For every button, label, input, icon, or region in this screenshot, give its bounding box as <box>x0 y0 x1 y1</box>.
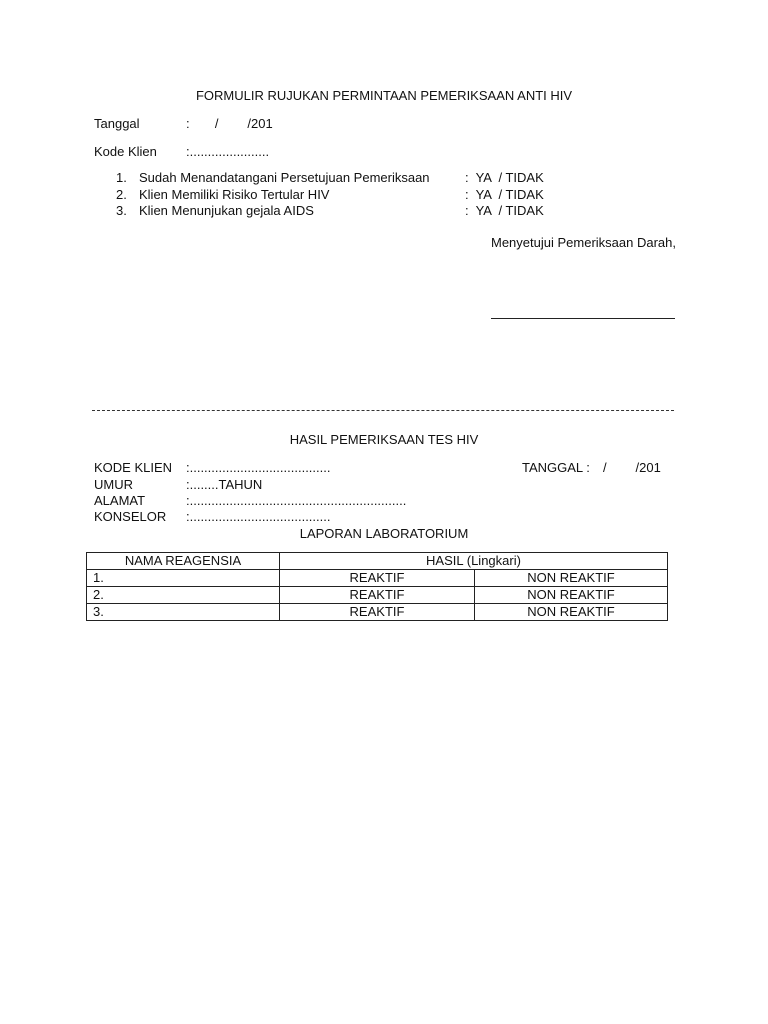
address-value: :............................................................ <box>186 493 407 508</box>
question-answer: : YA / TIDAK <box>465 187 544 202</box>
result-client-code-value: :....................................... <box>186 460 331 475</box>
client-code-value: :...................... <box>186 144 270 159</box>
cut-line-divider <box>92 410 674 411</box>
question-number: 2. <box>116 187 127 202</box>
reactive-option: REAKTIF <box>280 604 475 621</box>
header-result: HASIL (Lingkari) <box>280 553 668 570</box>
result-client-code-label: KODE KLIEN <box>94 460 173 475</box>
non-reactive-option: NON REAKTIF <box>475 587 668 604</box>
referral-title: FORMULIR RUJUKAN PERMINTAAN PEMERIKSAAN ANTI HIV <box>195 88 573 103</box>
date-value: : / /201 <box>186 116 273 131</box>
question-number: 1. <box>116 170 127 185</box>
question-answer: : YA / TIDAK <box>465 170 544 185</box>
reactive-option: REAKTIF <box>280 570 475 587</box>
question-text: Klien Memiliki Risiko Tertular HIV <box>139 187 330 202</box>
result-title: HASIL PEMERIKSAAN TES HIV <box>289 432 479 447</box>
non-reactive-option: NON REAKTIF <box>475 570 668 587</box>
row-number: 1. <box>87 570 280 587</box>
table-row <box>87 570 668 587</box>
counselor-label: KONSELOR <box>94 509 167 524</box>
table-header-row <box>87 553 668 570</box>
signature-line <box>491 318 675 319</box>
lab-results-table <box>86 552 668 621</box>
table-row <box>87 587 668 604</box>
result-date-label: TANGGAL : <box>522 460 590 475</box>
counselor-value: :....................................... <box>186 509 331 524</box>
reactive-option: REAKTIF <box>280 587 475 604</box>
question-answer: : YA / TIDAK <box>465 203 544 218</box>
address-label: ALAMAT <box>94 493 146 508</box>
client-code-label: Kode Klien <box>94 144 157 159</box>
question-text: Klien Menunjukan gejala AIDS <box>139 203 314 218</box>
date-label: Tanggal <box>94 116 140 131</box>
age-label: UMUR <box>94 477 133 492</box>
table-row <box>87 604 668 621</box>
result-date-value: / /201 <box>603 460 661 475</box>
question-text: Sudah Menandatangani Persetujuan Pemeriksaan <box>139 170 430 185</box>
row-number: 2. <box>87 587 280 604</box>
consent-text: Menyetujui Pemeriksaan Darah, <box>491 235 676 250</box>
header-reagent: NAMA REAGENSIA <box>87 553 280 570</box>
lab-report-title: LAPORAN LABORATORIUM <box>299 526 469 541</box>
row-number: 3. <box>87 604 280 621</box>
non-reactive-option: NON REAKTIF <box>475 604 668 621</box>
age-value: :........TAHUN <box>186 477 263 492</box>
question-number: 3. <box>116 203 127 218</box>
